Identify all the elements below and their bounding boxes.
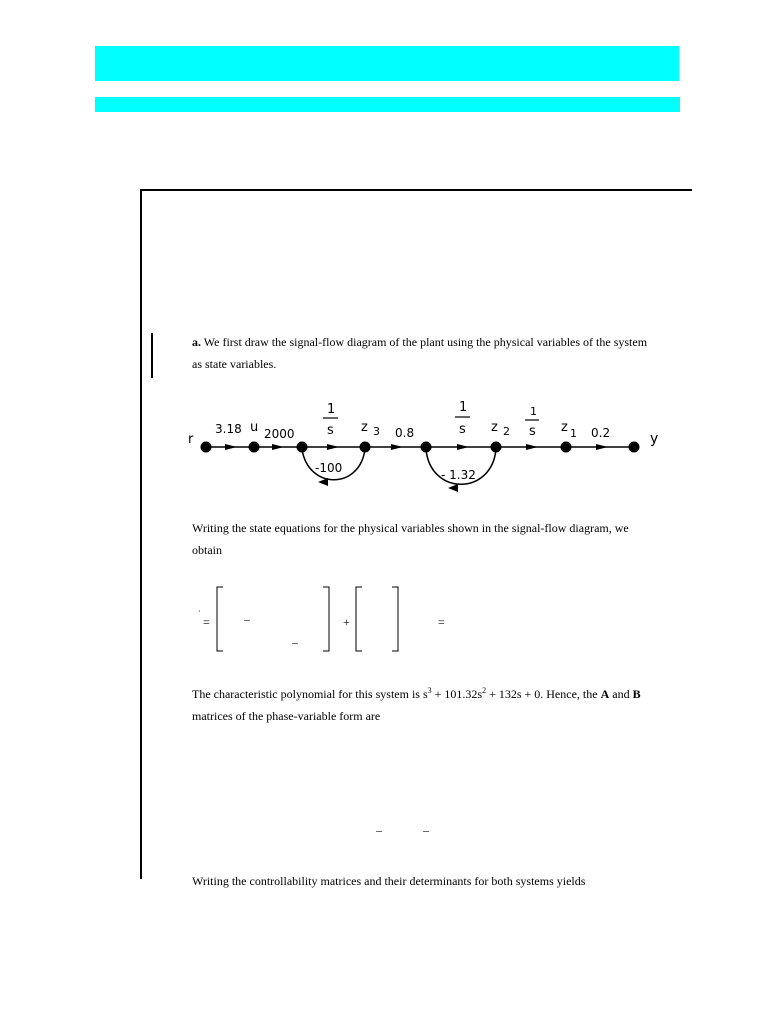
part-label: a.: [192, 335, 201, 349]
gain-2000: 2000: [264, 427, 295, 441]
integrator-1-den: s: [327, 423, 334, 438]
matrix-a-right-bracket: [323, 587, 329, 651]
poly-text-and: and: [609, 687, 633, 701]
matrix-minus-1: –: [244, 612, 250, 626]
arrow-integrator-1: [327, 444, 339, 450]
state-equation: [198, 587, 445, 651]
label-z2: z: [491, 420, 498, 435]
phase-minus-2: –: [423, 823, 429, 837]
integrator-1-num: 1: [327, 402, 336, 417]
node-sz3: [297, 442, 308, 453]
matrix-a-name: A: [600, 687, 610, 701]
feedback-gain-2: - 1.32: [441, 468, 476, 482]
label-r: r: [188, 432, 194, 447]
label-y: y: [650, 431, 659, 447]
arrow-integrator-3: [526, 444, 538, 450]
integrator-3-num: 1: [530, 405, 537, 418]
plus-sign: +: [343, 615, 350, 629]
feedback-gain-1: -100: [315, 461, 343, 475]
integrator-2: [455, 400, 470, 437]
poly-line-1: [192, 683, 641, 705]
paragraph-controllability: [192, 870, 585, 892]
paragraph-characteristic-polynomial: [192, 683, 641, 727]
arrow-2000: [272, 444, 284, 450]
integrator-2-den: s: [459, 422, 466, 437]
branch-gains: [215, 422, 610, 482]
integrator-1: [323, 402, 338, 438]
matrix-b-right-bracket: [392, 587, 398, 651]
integrator-3-den: s: [529, 424, 536, 439]
state-eq-line-1: Writing the state equations for the physical variables shown in the signal-flow diagram, we: [192, 521, 629, 535]
matrix-b-left-bracket: [356, 587, 362, 651]
poly-line-2: matrices of the phase-variable form are: [192, 709, 381, 723]
state-eq-line-2: obtain: [192, 543, 222, 557]
label-z3-sub: 3: [373, 425, 380, 438]
gain-3.18: 3.18: [215, 422, 242, 436]
label-z1: z: [561, 420, 568, 435]
arrow-0.8: [391, 444, 403, 450]
matrix-b-name: B: [632, 687, 641, 701]
equals-2: =: [438, 615, 445, 629]
integrator-3: [525, 405, 539, 439]
feedback-arrow-1: [318, 478, 328, 486]
node-z1: [561, 442, 572, 453]
poly-text-pre: The characteristic polynomial for this system is s: [192, 687, 428, 701]
phase-variable-matrix: [375, 823, 430, 837]
gain-0.2: 0.2: [591, 426, 611, 440]
intro-line-2: as state variables.: [192, 357, 277, 371]
xdot-dot: ·: [198, 607, 201, 616]
equals-1: =: [203, 615, 210, 629]
integrator-2-num: 1: [459, 400, 468, 415]
label-z1-sub: 1: [570, 427, 577, 440]
node-r: [201, 442, 212, 453]
feedback-arrow-2: [448, 484, 458, 492]
arrow-integrator-2: [457, 444, 469, 450]
matrix-minus-2: –: [292, 635, 298, 649]
poly-exp-3: 3: [427, 686, 432, 695]
label-u: u: [250, 420, 259, 435]
arrow-3.18: [225, 444, 237, 450]
intro-text-1: We first draw the signal-flow diagram of the plant using the physical variables of the system: [201, 335, 648, 349]
node-u: [249, 442, 260, 453]
poly-text-mid1: + 101.32s: [431, 687, 483, 701]
poly-exp-2: 2: [482, 686, 487, 695]
controllability-line-1: Writing the controllability matrices and their determinants for both systems yields: [192, 874, 586, 888]
arrow-0.2: [596, 444, 608, 450]
node-z3: [360, 442, 371, 453]
gain-0.8: 0.8: [395, 426, 415, 440]
poly-text-mid2: + 132s + 0. Hence, the: [486, 687, 601, 701]
node-sz2: [421, 442, 432, 453]
phase-minus-1: –: [376, 823, 382, 837]
node-y: [629, 442, 640, 453]
label-z2-sub: 2: [503, 425, 510, 438]
matrix-a-left-bracket: [217, 587, 223, 651]
node-z2: [491, 442, 502, 453]
label-z3: z: [361, 420, 368, 435]
paragraph-state-equations: [192, 517, 629, 561]
